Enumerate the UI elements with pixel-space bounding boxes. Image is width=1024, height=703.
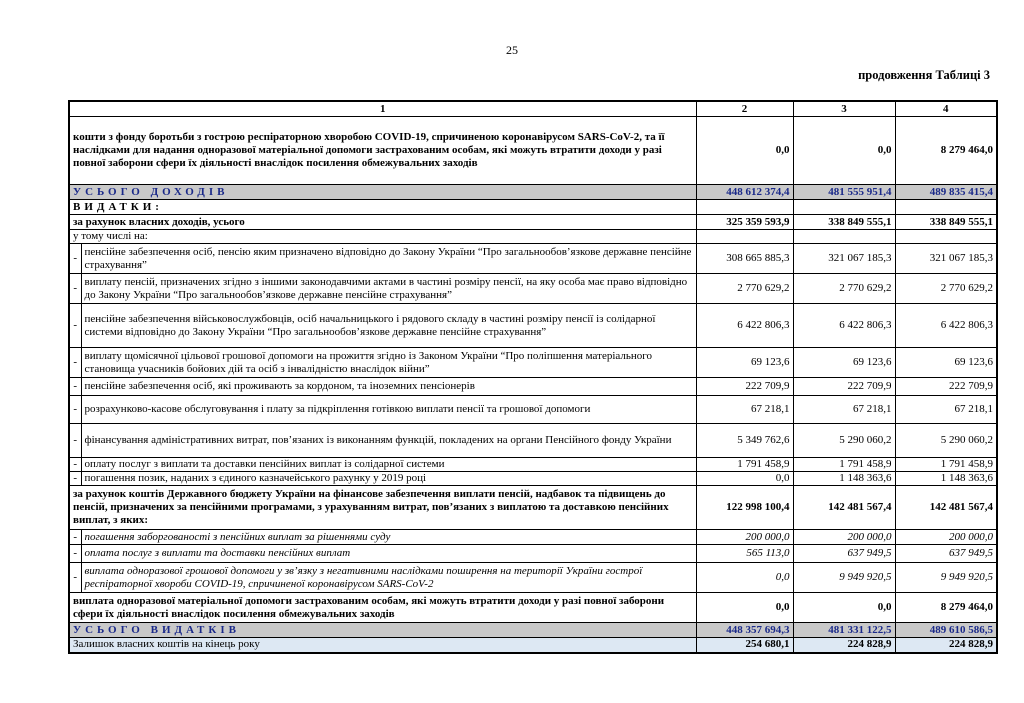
row-label: оплату послуг з виплати та доставки пенсійних виплат із солідарної системи [81,458,696,472]
value-col4: 321 067 185,3 [895,244,997,274]
remainder-row [69,638,997,653]
value-col4: 338 849 555,1 [895,215,997,230]
row-label: погашення позик, наданих з єдиного казначейського рахунку у 2019 році [81,472,696,486]
total-income-row [69,185,997,200]
table-row [69,304,997,348]
dash-marker: - [69,458,81,472]
row-label: пенсійне забезпечення військовослужбовців, осіб начальницького і рядового складу в частині розміру пенсії із солідарної системи відповідно до Закону України “Про загальнообов’язкове державне пенсійне страхування” [81,304,696,348]
value-col2: 448 612 374,4 [696,185,793,200]
value-col3: 1 148 363,6 [793,472,895,486]
value-col4: 1 148 363,6 [895,472,997,486]
row-label: розрахунково-касове обслуговування і плату за підкріплення готівкою виплати пенсії та грошової допомоги [81,396,696,424]
dash-marker: - [69,348,81,378]
row-label: у тому числі на: [69,230,696,244]
dash-marker: - [69,378,81,396]
value-col4: 224 828,9 [895,638,997,653]
value-col2: 0,0 [696,472,793,486]
value-col3: 6 422 806,3 [793,304,895,348]
row-label: погашення заборгованості з пенсійних виплат за рішеннями суду [81,530,696,545]
value-col3: 1 791 458,9 [793,458,895,472]
dash-marker: - [69,274,81,304]
value-col3: 142 481 567,4 [793,486,895,530]
table-row [69,563,997,593]
column-number: 4 [895,101,997,117]
row-label: виплату пенсій, призначених згідно з іншими законодавчими актами в частині розміру пенсії, на яку особа має право відповідно до Закону України “Про загальнообов’язкове державне пенсійне страхування” [81,274,696,304]
value-col4: 637 949,5 [895,545,997,563]
row-label: за рахунок коштів Державного бюджету України на фінансове забезпечення виплати пенсій, надбавок та підвищень до пенсій, призначених за пенсійними програмами, з урахуванням витрат, пов’язаних з виплатою та доставкою пенсійних виплат, з яких: [69,486,696,530]
dash-marker: - [69,530,81,545]
table-row [69,396,997,424]
value-col2: 2 770 629,2 [696,274,793,304]
table-row [69,530,997,545]
value-col3: 224 828,9 [793,638,895,653]
page-number: 25 [506,43,518,57]
value-col3: 200 000,0 [793,530,895,545]
value-col3: 637 949,5 [793,545,895,563]
dash-marker: - [69,545,81,563]
value-col2: 325 359 593,9 [696,215,793,230]
row-label: виплата одноразової грошової допомоги у зв’язку з негативними наслідками поширення на території України гострої респіраторної хвороби COVID-19, спричиненої коронавірусом SARS-CoV-2 [81,563,696,593]
value-col3: 2 770 629,2 [793,274,895,304]
value-col4: 9 949 920,5 [895,563,997,593]
dash-marker: - [69,424,81,458]
row-label: пенсійне забезпечення осіб, які проживають за кордоном, та іноземних пенсіонерів [81,378,696,396]
value-col2: 448 357 694,3 [696,623,793,638]
column-number: 2 [696,101,793,117]
column-number: 1 [69,101,696,117]
value-col4: 69 123,6 [895,348,997,378]
table-row [69,378,997,396]
table-row [69,472,997,486]
row-label: пенсійне забезпечення осіб, пенсію яким призначено відповідно до Закону України “Про загальнообов’язкове державне пенсійне страхування” [81,244,696,274]
value-col2: 6 422 806,3 [696,304,793,348]
value-col2: 0,0 [696,563,793,593]
row-label: УСЬОГО ВИДАТКІВ [69,623,696,638]
row-label: оплата послуг з виплати та доставки пенсійних виплат [81,545,696,563]
value-col3: 222 709,9 [793,378,895,396]
table-row [69,545,997,563]
dash-marker: - [69,472,81,486]
total-expenses-row [69,623,997,638]
value-col2: 69 123,6 [696,348,793,378]
dash-marker: - [69,396,81,424]
table-row [69,274,997,304]
value-col4: 5 290 060,2 [895,424,997,458]
value-col2: 67 218,1 [696,396,793,424]
section-heading: ВИДАТКИ: [69,200,696,215]
table-row [69,348,997,378]
dash-marker: - [69,304,81,348]
expenses-header-row [69,200,997,215]
value-col3: 321 067 185,3 [793,244,895,274]
covid-income-row [69,117,997,185]
value-col3: 481 555 951,4 [793,185,895,200]
row-label: фінансування адміністративних витрат, пов’язаних із виконанням функцій, покладених на органи Пенсійного фонду України [81,424,696,458]
value-col2: 5 349 762,6 [696,424,793,458]
value-col4: 6 422 806,3 [895,304,997,348]
budget-table [68,100,998,654]
table-row [69,458,997,472]
value-col2: 0,0 [696,117,793,185]
column-number: 3 [793,101,895,117]
value-col3: 0,0 [793,593,895,623]
table-row [69,244,997,274]
table-caption: продовження Таблиці 3 [858,68,990,82]
value-col3: 67 218,1 [793,396,895,424]
value-col4: 8 279 464,0 [895,117,997,185]
value-col3: 338 849 555,1 [793,215,895,230]
value-col2: 0,0 [696,593,793,623]
row-label: УСЬОГО ДОХОДІВ [69,185,696,200]
value-col4: 489 610 586,5 [895,623,997,638]
table-row [69,424,997,458]
value-col4: 8 279 464,0 [895,593,997,623]
own-revenue-row [69,215,997,230]
value-col3: 9 949 920,5 [793,563,895,593]
dash-marker: - [69,563,81,593]
value-col2: 565 113,0 [696,545,793,563]
row-label: Залишок власних коштів на кінець року [69,638,696,653]
value-col3: 481 331 122,5 [793,623,895,638]
dash-marker: - [69,244,81,274]
row-label: виплату щомісячної цільової грошової допомоги на прожиття згідно із Законом України “Про поліпшення матеріального становища учасників бойових дій та осіб з інвалідністю внаслідок війни” [81,348,696,378]
value-col4: 142 481 567,4 [895,486,997,530]
value-col2: 122 998 100,4 [696,486,793,530]
row-label: за рахунок власних доходів, усього [69,215,696,230]
value-col4: 222 709,9 [895,378,997,396]
including-row [69,230,997,244]
value-col2: 222 709,9 [696,378,793,396]
value-col4: 2 770 629,2 [895,274,997,304]
column-numbers-row [69,101,997,117]
state-budget-row [69,486,997,530]
value-col2: 200 000,0 [696,530,793,545]
value-col4: 67 218,1 [895,396,997,424]
value-col4: 1 791 458,9 [895,458,997,472]
value-col2: 308 665 885,3 [696,244,793,274]
value-col3: 5 290 060,2 [793,424,895,458]
value-col3: 0,0 [793,117,895,185]
value-col4: 200 000,0 [895,530,997,545]
row-label: кошти з фонду боротьби з гострою респіраторною хворобою COVID-19, спричиненою коронавірусом SARS-CoV-2, та її наслідками для надання одноразової матеріальної допомоги застрахованим особам, які можуть втратити доходи у разі повної заборони сфери їх діяльності внаслідок посилення обмежувальних заходів [69,117,696,185]
value-col2: 1 791 458,9 [696,458,793,472]
value-col3: 69 123,6 [793,348,895,378]
row-label: виплата одноразової матеріальної допомоги застрахованим особам, які можуть втратити доходи у разі повної заборони сфери їх діяльності внаслідок посилення обмежувальних заходів [69,593,696,623]
value-col4: 489 835 415,4 [895,185,997,200]
one-time-aid-row [69,593,997,623]
value-col2: 254 680,1 [696,638,793,653]
